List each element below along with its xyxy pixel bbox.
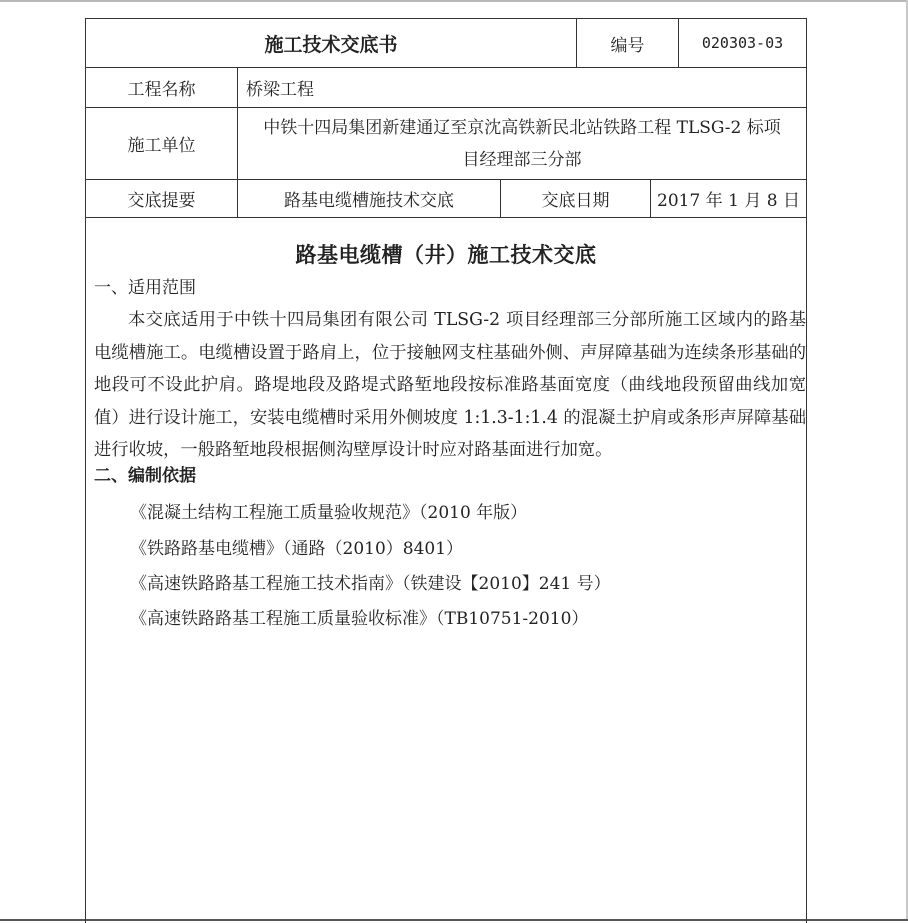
unit-value-line: 中铁十四局集团新建通辽至京沈高铁新民北站铁路工程 TLSG-2 标项 [263, 117, 781, 138]
reference-item: 《铁路路基电缆槽》（通路（2010）8401） [130, 539, 464, 559]
document-frame [85, 18, 807, 923]
unit-value-line: 目经理部三分部 [462, 149, 582, 170]
date-label: 交底日期 [541, 191, 610, 211]
reference-item: 《混凝土结构工程施工质量验收规范》（2010 年版） [130, 503, 528, 523]
date-value: 2017 年 1 月 8 日 [657, 191, 800, 211]
section-paragraph: 本交底适用于中铁十四局集团有限公司 TLSG-2 项目经理部三分部所施工区域内的路基电缆槽施工。电缆槽设置于路肩上，位于接触网支柱基础外侧、声屏障基础为连续条形基础的地段可不设此护肩。路堤地段及路堤式路堑地段按标准路基面宽度（曲线地段预留曲线加宽值）进行设计施工，安装电缆槽时采用外侧坡度 1:1.3-1:1.4 的混凝土护肩或条形声屏障基础进行收坡，一般路堑地段根据侧沟壁厚设计时应对路基面进行加宽。 [94, 310, 806, 460]
unit-label: 施工单位 [127, 136, 196, 156]
unit-value [238, 108, 806, 179]
document-title: 路基电缆槽（井）施工技术交底 [295, 242, 597, 267]
number-value: 020303-03 [701, 34, 784, 52]
summary-label: 交底提要 [127, 191, 196, 211]
form-title: 施工技术交底书 [264, 33, 398, 56]
row-divider [86, 217, 806, 218]
reference-item: 《高速铁路路基工程施工技术指南》（铁建设【2010】241 号） [130, 574, 611, 594]
section-heading: 一、适用范围 [94, 278, 196, 298]
document-body [86, 222, 806, 269]
number-label: 编号 [610, 35, 645, 56]
reference-item: 《高速铁路路基工程施工质量验收标准》（TB10751-2010） [130, 609, 589, 629]
top-border [0, 0, 908, 2]
section-heading: 二、编制依据 [94, 466, 196, 486]
project-name-value: 桥梁工程 [246, 80, 314, 100]
summary-value: 路基电缆槽施技术交底 [284, 191, 454, 211]
project-name-label: 工程名称 [127, 80, 196, 100]
